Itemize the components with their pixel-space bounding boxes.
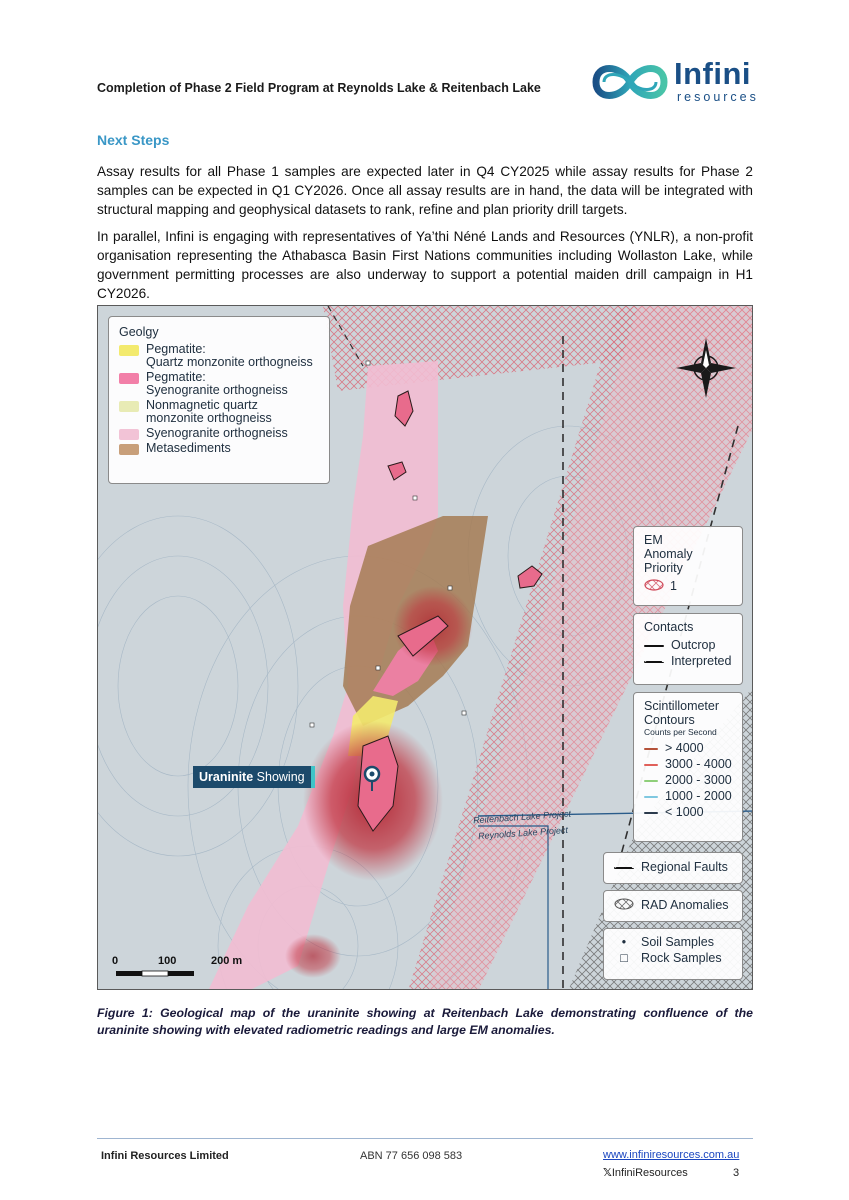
samples-legend bbox=[603, 928, 743, 980]
radiometric-hotspot-south bbox=[285, 934, 341, 978]
contacts-legend bbox=[633, 613, 743, 685]
scint-legend-row bbox=[644, 741, 732, 755]
em-legend-value: 1 bbox=[670, 579, 677, 593]
contacts-interpreted-label: Interpreted bbox=[671, 654, 732, 668]
reynolds-project-label: Reynolds Lake Project bbox=[477, 824, 569, 842]
scint-line-swatch bbox=[644, 812, 658, 814]
em-anomaly-swatch-icon bbox=[644, 579, 664, 591]
infini-logo bbox=[590, 54, 760, 110]
geology-legend-row bbox=[119, 399, 319, 425]
geology-legend-row bbox=[119, 442, 319, 455]
section-heading: Next Steps bbox=[97, 132, 170, 148]
paragraph-assay-results: Assay results for all Phase 1 samples are expected later in Q4 CY2025 while assay results for Phase 2 samples can be expected in Q1 CY2026. Once all assay results are in hand, the data will be integrated with structural mapping and geophysical datasets to rank, refine and plan priority drill targets. bbox=[97, 164, 753, 217]
scale-tick-200: 200 m bbox=[211, 955, 243, 967]
regional-faults-legend bbox=[603, 852, 743, 884]
callout-label: Showing bbox=[253, 770, 305, 784]
geology-color-swatch bbox=[119, 429, 139, 440]
scint-legend-items bbox=[644, 741, 732, 819]
logo-subtitle: resources bbox=[677, 90, 759, 104]
document-header-title: Completion of Phase 2 Field Program at Reynolds Lake & Reitenbach Lake bbox=[97, 81, 541, 95]
scint-legend-row bbox=[644, 789, 732, 803]
scint-legend-row bbox=[644, 805, 732, 819]
rock-samples-row bbox=[614, 951, 732, 965]
footer-divider bbox=[97, 1138, 753, 1139]
geology-legend-label: Syenogranite orthogneiss bbox=[146, 426, 288, 440]
scint-line-swatch bbox=[644, 796, 658, 798]
infini-loop-icon bbox=[590, 54, 670, 110]
footer-abn: ABN 77 656 098 583 bbox=[360, 1150, 463, 1162]
geology-legend-label: Pegmatite: Quartz monzonite orthogneiss bbox=[146, 342, 313, 369]
footer-social-handle: InfiniResources bbox=[611, 1167, 688, 1179]
geology-color-swatch bbox=[119, 401, 139, 412]
contacts-outcrop-row bbox=[644, 638, 732, 652]
logo-name: Infini bbox=[674, 56, 752, 91]
scint-legend-title: Scintillometer Contours bbox=[644, 699, 720, 727]
scint-line-swatch bbox=[644, 780, 658, 782]
scale-tick-100: 100 bbox=[158, 955, 177, 967]
geology-legend-items bbox=[119, 343, 319, 455]
scint-legend-row bbox=[644, 773, 732, 787]
footer-website-link[interactable]: www.infiniresources.com.au bbox=[603, 1149, 740, 1161]
scint-legend-row bbox=[644, 757, 732, 771]
geology-legend bbox=[108, 316, 330, 484]
paragraph-engagement: In parallel, Infini is engaging with representatives of Ya’thi Néné Lands and Resources (YNLR), a non-profit organisation representing the Athabasca Basin First Nations communities including Wollaston Lake, while government permitting processes are also underway to support a potential maiden drill campaign in H1 CY2026. bbox=[97, 229, 753, 301]
scint-legend-label: 2000 - 3000 bbox=[665, 773, 732, 787]
em-anomaly-legend bbox=[633, 526, 743, 606]
figure-caption: Figure 1: Geological map of the uraninite showing at Reitenbach Lake demonstrating confluence of the uraninite showing with elevated radiometric readings and large EM anomalies. bbox=[97, 1006, 753, 1037]
em-legend-row bbox=[644, 579, 732, 593]
scint-legend-label: 3000 - 4000 bbox=[665, 757, 732, 771]
scint-line-swatch bbox=[644, 764, 658, 766]
soil-samples-label: Soil Samples bbox=[641, 935, 714, 949]
geology-legend-row bbox=[119, 371, 319, 397]
scint-legend-label: > 4000 bbox=[665, 741, 704, 755]
geological-map bbox=[97, 305, 753, 990]
regional-faults-row bbox=[614, 860, 732, 874]
soil-samples-row bbox=[614, 935, 732, 949]
rad-anomalies-label: RAD Anomalies bbox=[641, 898, 729, 912]
contacts-legend-title: Contacts bbox=[644, 620, 694, 634]
scint-legend-subtitle: Counts per Second bbox=[644, 727, 717, 737]
geology-color-swatch bbox=[119, 373, 139, 384]
page-number: 3 bbox=[733, 1167, 740, 1179]
soil-sample-dot-icon: • bbox=[621, 935, 627, 949]
rad-anomaly-swatch-icon bbox=[614, 898, 634, 910]
geology-legend-label: Pegmatite: Syenogranite orthogneiss bbox=[146, 370, 288, 397]
outcrop-line-swatch bbox=[644, 645, 664, 647]
rock-samples-label: Rock Samples bbox=[641, 951, 722, 965]
geology-legend-label: Nonmagnetic quartz monzonite orthogneiss bbox=[146, 398, 272, 425]
scint-legend-label: 1000 - 2000 bbox=[665, 789, 732, 803]
scale-tick-0: 0 bbox=[112, 955, 119, 967]
geology-legend-row bbox=[119, 427, 319, 440]
regional-faults-label: Regional Faults bbox=[641, 860, 728, 874]
fault-line-swatch bbox=[614, 867, 634, 869]
geology-color-swatch bbox=[119, 444, 139, 455]
rock-sample-square-icon: □ bbox=[620, 951, 628, 965]
em-legend-title: EM Anomaly Priority bbox=[644, 533, 693, 575]
reitenbach-project-label: Reitenbach Lake Project bbox=[472, 808, 572, 826]
interpreted-line-swatch bbox=[644, 661, 664, 663]
scint-line-swatch bbox=[644, 748, 658, 750]
footer-social[interactable] bbox=[603, 1166, 688, 1179]
footer-company: Infini Resources Limited bbox=[101, 1150, 229, 1162]
scale-bar bbox=[116, 971, 194, 976]
callout-bold-label: Uraninite bbox=[199, 770, 254, 784]
contacts-outcrop-label: Outcrop bbox=[671, 638, 716, 652]
contacts-interpreted-row bbox=[644, 654, 732, 668]
uraninite-showing-callout bbox=[193, 766, 315, 788]
rad-anomalies-row bbox=[614, 898, 732, 912]
x-social-icon: 𝕏 bbox=[603, 1167, 612, 1179]
geology-legend-title: Geolgy bbox=[119, 325, 159, 339]
geology-legend-label: Metasediments bbox=[146, 441, 231, 455]
scintillometer-legend bbox=[633, 692, 743, 842]
geology-legend-row bbox=[119, 343, 319, 369]
scint-legend-label: < 1000 bbox=[665, 805, 704, 819]
rad-anomalies-legend bbox=[603, 890, 743, 922]
geology-color-swatch bbox=[119, 345, 139, 356]
